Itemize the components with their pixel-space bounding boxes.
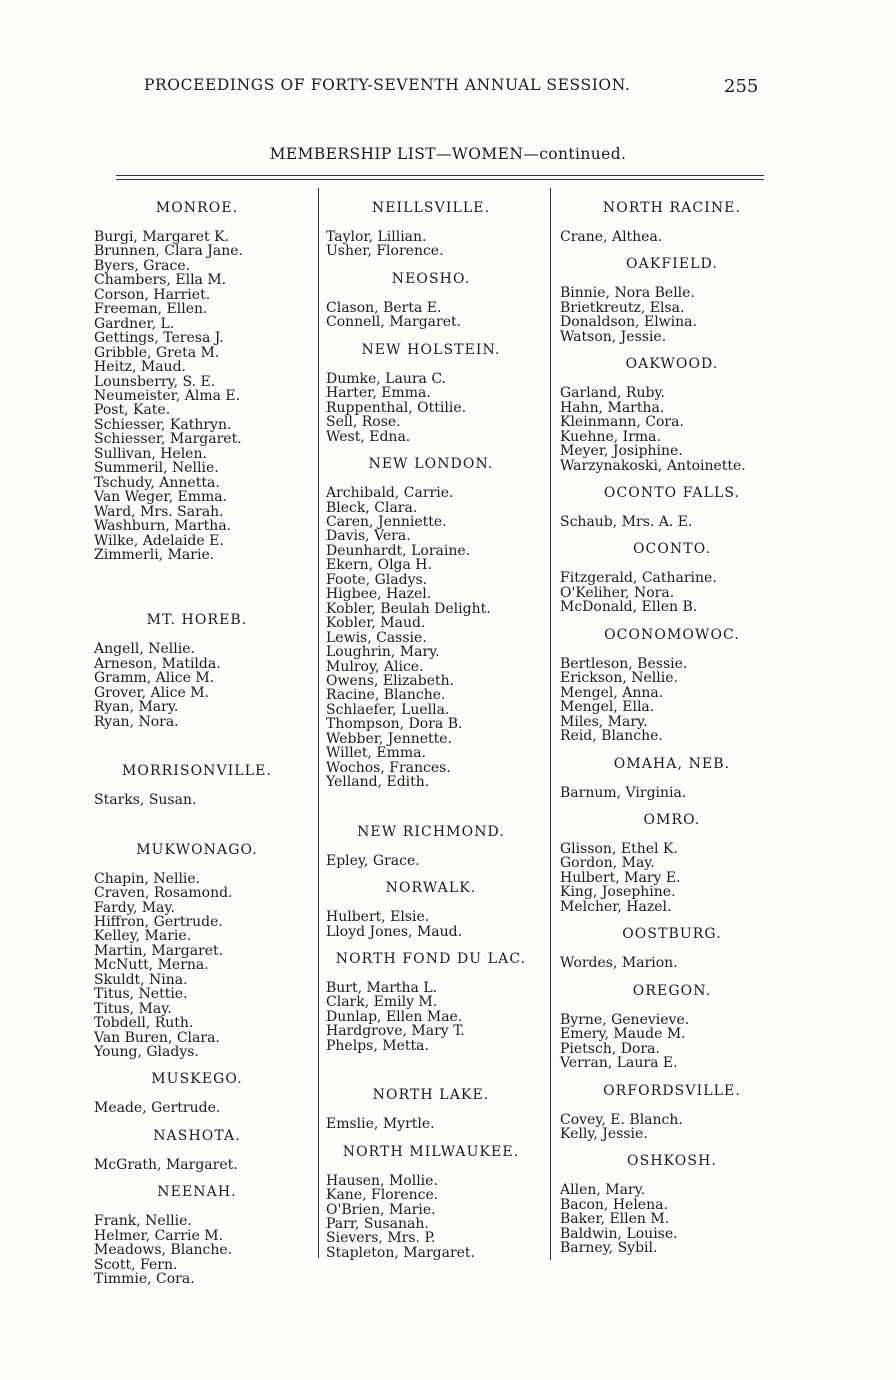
member-name: Hahn, Martha. bbox=[560, 399, 665, 416]
section-heading: NORWALK. bbox=[385, 880, 477, 897]
section-heading: MORRISONVILLE. bbox=[121, 763, 273, 780]
member-name: Lounsberry, S. E. bbox=[94, 373, 216, 390]
member-name: Lloyd Jones, Maud. bbox=[326, 923, 463, 940]
member-list bbox=[318, 1117, 544, 1131]
member-name: Willet, Emma. bbox=[326, 745, 426, 762]
member-name: Ward, Mrs. Sarah. bbox=[94, 503, 224, 520]
town-section-oakfield bbox=[552, 256, 792, 344]
member-name: Grover, Alice M. bbox=[94, 684, 209, 701]
member-name: Sievers, Mrs. P. bbox=[326, 1230, 436, 1247]
member-name: Wochos, Frances. bbox=[326, 759, 451, 776]
town-section-new-richmond bbox=[318, 824, 544, 868]
section-heading: ORFORDSVILLE. bbox=[603, 1082, 741, 1099]
section-heading: MUKWONAGO. bbox=[136, 841, 258, 858]
member-list bbox=[318, 854, 544, 868]
town-section-north-milwaukee bbox=[318, 1144, 544, 1261]
column-1 bbox=[86, 188, 308, 1287]
town-section-monroe bbox=[86, 200, 308, 562]
member-name: Meyer, Josiphine. bbox=[560, 443, 683, 460]
town-section-oshkosh bbox=[552, 1153, 792, 1255]
member-name: Chambers, Ella M. bbox=[94, 272, 227, 289]
member-name: Schlaefer, Luella. bbox=[326, 701, 450, 718]
section-heading: NASHOTA. bbox=[153, 1127, 241, 1144]
town-section-north-racine bbox=[552, 200, 792, 244]
member-name: Gribble, Greta M. bbox=[94, 344, 220, 361]
member-name: West, Edna. bbox=[326, 428, 411, 445]
member-name: Miles, Mary. bbox=[560, 713, 648, 730]
member-name: Warzynakoski, Antoinette. bbox=[560, 457, 746, 474]
member-list bbox=[552, 842, 792, 914]
member-name: Kuehne, Irma. bbox=[560, 428, 661, 445]
town-section-oconto-falls bbox=[552, 485, 792, 529]
member-name: Webber, Jennette. bbox=[326, 730, 452, 747]
town-section-neenah bbox=[86, 1184, 308, 1286]
member-name: Titus, May. bbox=[94, 1000, 172, 1017]
member-name: Hulbert, Mary E. bbox=[560, 869, 681, 886]
section-heading: NEW LONDON. bbox=[368, 456, 494, 473]
member-name: Tschudy, Annetta. bbox=[94, 474, 220, 491]
member-list bbox=[318, 230, 544, 259]
member-name: Parr, Susanah. bbox=[326, 1216, 429, 1233]
section-heading: OAKWOOD. bbox=[625, 356, 719, 373]
column-3 bbox=[552, 188, 792, 1256]
section-heading: MONROE. bbox=[155, 200, 239, 216]
member-name: Helmer, Carrie M. bbox=[94, 1227, 224, 1244]
section-heading: OCONTO. bbox=[632, 541, 712, 558]
member-name: Arneson, Matilda. bbox=[94, 655, 221, 672]
member-name: Harter, Emma. bbox=[326, 385, 431, 402]
member-name: Martin, Margaret. bbox=[94, 942, 224, 959]
member-name: Ekern, Olga H. bbox=[326, 557, 432, 574]
member-name: Starks, Susan. bbox=[94, 792, 197, 809]
member-name: Emery, Maude M. bbox=[560, 1026, 686, 1043]
town-section-omro bbox=[552, 812, 792, 914]
member-name: Meade, Gertrude. bbox=[94, 1100, 221, 1117]
member-name: Craven, Rosamond. bbox=[94, 885, 233, 902]
section-heading: OREGON. bbox=[632, 982, 712, 999]
member-name: Deunhardt, Loraine. bbox=[326, 542, 471, 559]
page-number: 255 bbox=[724, 76, 759, 97]
member-name: Summeril, Nellie. bbox=[94, 460, 219, 477]
section-heading: MT. HOREB. bbox=[146, 612, 248, 629]
list-title: MEMBERSHIP LIST—WOMEN—continued. bbox=[269, 145, 627, 163]
member-name: Loughrin, Mary. bbox=[326, 644, 440, 661]
member-name: Phelps, Metta. bbox=[326, 1037, 429, 1054]
section-heading: NEENAH. bbox=[157, 1184, 237, 1201]
member-name: Erickson, Nellie. bbox=[560, 670, 678, 687]
town-section-oconomowoc bbox=[552, 627, 792, 744]
member-name: Yelland, Edith. bbox=[326, 774, 430, 791]
section-heading: OCONTO FALLS. bbox=[603, 484, 741, 501]
member-name: Hardgrove, Mary T. bbox=[326, 1023, 465, 1040]
member-name: Schiesser, Kathryn. bbox=[94, 416, 232, 433]
member-list bbox=[552, 230, 792, 244]
member-name: O'Keliher, Nora. bbox=[560, 584, 675, 601]
member-name: Kelly, Jessie. bbox=[560, 1125, 648, 1142]
member-name: Zimmerli, Marie. bbox=[94, 546, 215, 563]
column-2 bbox=[318, 188, 544, 1260]
member-name: Van Buren, Clara. bbox=[94, 1029, 220, 1046]
town-section-oakwood bbox=[552, 356, 792, 473]
member-name: Van Weger, Emma. bbox=[94, 489, 228, 506]
member-name: Covey, E. Blanch. bbox=[560, 1111, 683, 1128]
section-heading: OMAHA, NEB. bbox=[613, 755, 731, 772]
member-name: Barnum, Virginia. bbox=[560, 784, 687, 801]
town-section-mukwonago bbox=[86, 842, 308, 1060]
member-list bbox=[552, 657, 792, 744]
section-heading: OAKFIELD. bbox=[626, 256, 718, 273]
member-name: Higbee, Hazel. bbox=[326, 586, 432, 603]
member-list bbox=[552, 786, 792, 800]
town-section-north-lake bbox=[318, 1087, 544, 1131]
member-list bbox=[552, 386, 792, 473]
section-heading: OSHKOSH. bbox=[627, 1153, 717, 1170]
member-list bbox=[552, 956, 792, 970]
section-heading: MUSKEGO. bbox=[151, 1071, 243, 1088]
member-name: Frank, Nellie. bbox=[94, 1213, 192, 1230]
member-name: King, Josephine. bbox=[560, 884, 676, 901]
member-name: Hulbert, Elsie. bbox=[326, 909, 430, 926]
member-name: Kobler, Maud. bbox=[326, 615, 426, 632]
member-name: Washburn, Martha. bbox=[94, 518, 232, 535]
town-section-neosho bbox=[318, 271, 544, 330]
member-list bbox=[318, 301, 544, 330]
town-section-north-fond-du-lac bbox=[318, 951, 544, 1053]
member-name: Post, Kate. bbox=[94, 402, 171, 419]
town-section-nashota bbox=[86, 1128, 308, 1172]
member-name: Young, Gladys. bbox=[94, 1044, 199, 1061]
town-section-neillsville bbox=[318, 200, 544, 259]
member-name: Pietsch, Dora. bbox=[560, 1040, 660, 1057]
member-name: Watson, Jessie. bbox=[560, 328, 667, 345]
member-name: Meadows, Blanche. bbox=[94, 1242, 233, 1259]
section-heading: NORTH FOND DU LAC. bbox=[335, 950, 527, 967]
member-name: Melcher, Hazel. bbox=[560, 898, 672, 915]
member-name: O'Brien, Marie. bbox=[326, 1201, 436, 1218]
member-name: Ryan, Mary. bbox=[94, 699, 179, 716]
member-name: Allen, Mary. bbox=[560, 1182, 646, 1199]
member-list bbox=[86, 642, 308, 729]
member-name: Scott, Fern. bbox=[94, 1256, 178, 1273]
member-name: Thompson, Dora B. bbox=[326, 716, 463, 733]
member-name: Owens, Elizabeth. bbox=[326, 672, 455, 689]
member-name: Skuldt, Nina. bbox=[94, 971, 188, 988]
town-section-oregon bbox=[552, 983, 792, 1071]
double-rule-bottom bbox=[116, 179, 764, 180]
member-list bbox=[552, 515, 792, 529]
town-section-omaha-neb bbox=[552, 756, 792, 800]
member-name: Chapin, Nellie. bbox=[94, 870, 201, 887]
column-divider bbox=[550, 188, 551, 1260]
member-name: Kleinmann, Cora. bbox=[560, 414, 684, 431]
town-section-oostburg bbox=[552, 926, 792, 970]
member-list bbox=[86, 230, 308, 562]
section-heading: OCONOMOWOC. bbox=[604, 626, 740, 643]
member-name: Mulroy, Alice. bbox=[326, 658, 424, 675]
member-name: Neumeister, Alma E. bbox=[94, 387, 241, 404]
member-name: Archibald, Carrie. bbox=[326, 485, 454, 502]
section-heading: NORTH RACINE. bbox=[602, 200, 742, 216]
member-name: Gramm, Alice M. bbox=[94, 670, 215, 687]
section-heading: OOSTBURG. bbox=[622, 926, 722, 943]
member-name: Foote, Gladys. bbox=[326, 571, 428, 588]
member-list bbox=[552, 1183, 792, 1255]
town-section-new-london bbox=[318, 456, 544, 790]
member-name: McGrath, Margaret. bbox=[94, 1156, 238, 1173]
member-name: Heitz, Maud. bbox=[94, 359, 186, 376]
member-list bbox=[86, 1214, 308, 1286]
member-name: Crane, Althea. bbox=[560, 229, 663, 245]
member-name: Byrne, Genevieve. bbox=[560, 1011, 690, 1028]
member-list bbox=[86, 793, 308, 807]
member-list bbox=[318, 1174, 544, 1261]
member-name: Glisson, Ethel K. bbox=[560, 840, 678, 857]
town-section-norwalk bbox=[318, 880, 544, 939]
member-name: Davis, Vera. bbox=[326, 528, 411, 545]
member-name: Caren, Jenniette. bbox=[326, 513, 447, 530]
member-name: Wilke, Adelaide E. bbox=[94, 532, 224, 549]
town-section-oconto bbox=[552, 541, 792, 614]
member-name: Wordes, Marion. bbox=[560, 955, 678, 972]
member-name: Racine, Blanche. bbox=[326, 687, 446, 704]
member-name: Gordon, May. bbox=[560, 855, 655, 872]
member-list bbox=[552, 286, 792, 344]
member-name: Verran, Laura E. bbox=[560, 1055, 678, 1072]
member-name: Bertleson, Bessie. bbox=[560, 655, 688, 672]
member-name: Clason, Berta E. bbox=[326, 299, 442, 316]
member-list bbox=[86, 1158, 308, 1172]
member-name: Bacon, Helena. bbox=[560, 1196, 668, 1213]
member-name: Donaldson, Elwina. bbox=[560, 314, 697, 331]
member-list bbox=[318, 981, 544, 1053]
section-heading: NEW HOLSTEIN. bbox=[361, 341, 501, 358]
member-name: Epley, Grace. bbox=[326, 852, 420, 869]
member-name: Baker, Ellen M. bbox=[560, 1211, 670, 1228]
member-name: Kelley, Marie. bbox=[94, 928, 192, 945]
member-name: Fardy, May. bbox=[94, 899, 175, 916]
member-name: McNutt, Merna. bbox=[94, 957, 209, 974]
member-name: Kane, Florence. bbox=[326, 1187, 439, 1204]
member-name: Gardner, L. bbox=[94, 315, 175, 332]
member-name: Taylor, Lillian. bbox=[326, 229, 427, 245]
member-name: Baldwin, Louise. bbox=[560, 1225, 678, 1242]
member-name: Usher, Florence. bbox=[326, 243, 444, 260]
member-list bbox=[318, 910, 544, 939]
member-name: Emslie, Myrtle. bbox=[326, 1116, 435, 1133]
town-section-orfordsville bbox=[552, 1083, 792, 1142]
member-list bbox=[552, 1113, 792, 1142]
member-list bbox=[318, 486, 544, 790]
member-list bbox=[552, 571, 792, 614]
member-name: Schiesser, Margaret. bbox=[94, 431, 242, 448]
member-name: Titus, Nettie. bbox=[94, 986, 188, 1003]
section-heading: NORTH LAKE. bbox=[372, 1087, 490, 1104]
member-name: Connell, Margaret. bbox=[326, 314, 462, 331]
member-name: Sullivan, Helen. bbox=[94, 445, 207, 462]
member-name: Burt, Martha L. bbox=[326, 979, 438, 996]
section-heading: NEW RICHMOND. bbox=[357, 823, 505, 840]
member-name: Brunnen, Clara Jane. bbox=[94, 243, 243, 260]
member-name: Brietkreutz, Elsa. bbox=[560, 299, 685, 316]
member-name: Fitzgerald, Catharine. bbox=[560, 570, 717, 587]
member-name: Clark, Emily M. bbox=[326, 994, 438, 1011]
member-name: Corson, Harriet. bbox=[94, 286, 211, 303]
member-name: Bleck, Clara. bbox=[326, 499, 418, 516]
member-name: Garland, Ruby. bbox=[560, 385, 665, 402]
member-name: Mengel, Anna. bbox=[560, 684, 664, 701]
member-list bbox=[552, 1013, 792, 1071]
member-name: Dumke, Laura C. bbox=[326, 370, 446, 387]
member-name: Hiffron, Gertrude. bbox=[94, 913, 223, 930]
member-name: Gettings, Teresa J. bbox=[94, 330, 224, 347]
section-heading: NEOSHO. bbox=[391, 270, 471, 287]
member-list bbox=[86, 1101, 308, 1115]
member-name: Burgi, Margaret K. bbox=[94, 229, 229, 245]
town-section-new-holstein bbox=[318, 342, 544, 444]
running-head: PROCEEDINGS OF FORTY-SEVENTH ANNUAL SESSION. bbox=[144, 76, 631, 94]
section-heading: OMRO. bbox=[643, 811, 701, 828]
member-list bbox=[86, 872, 308, 1060]
member-name: Tobdell, Ruth. bbox=[94, 1015, 194, 1032]
member-name: Ryan, Nora. bbox=[94, 713, 179, 730]
member-name: Freeman, Ellen. bbox=[94, 301, 208, 318]
member-name: Lewis, Cassie. bbox=[326, 629, 427, 646]
member-name: Dunlap, Ellen Mae. bbox=[326, 1008, 463, 1025]
member-name: Sell, Rose. bbox=[326, 414, 401, 431]
member-name: McDonald, Ellen B. bbox=[560, 599, 698, 616]
section-heading: NORTH MILWAUKEE. bbox=[342, 1143, 520, 1160]
section-heading: NEILLSVILLE. bbox=[371, 200, 491, 216]
member-name: Binnie, Nora Belle. bbox=[560, 285, 695, 302]
town-section-mt-horeb bbox=[86, 612, 308, 729]
member-name: Hausen, Mollie. bbox=[326, 1172, 438, 1189]
member-name: Ruppenthal, Ottilie. bbox=[326, 399, 467, 416]
member-name: Timmie, Cora. bbox=[94, 1271, 195, 1288]
member-name: Mengel, Ella. bbox=[560, 699, 655, 716]
member-list bbox=[318, 372, 544, 444]
member-name: Stapleton, Margaret. bbox=[326, 1244, 475, 1261]
member-name: Byers, Grace. bbox=[94, 257, 191, 274]
town-section-muskego bbox=[86, 1071, 308, 1115]
member-name: Schaub, Mrs. A. E. bbox=[560, 513, 693, 530]
member-name: Kobler, Beulah Delight. bbox=[326, 600, 491, 617]
member-name: Reid, Blanche. bbox=[560, 728, 663, 745]
member-name: Barney, Sybil. bbox=[560, 1240, 658, 1257]
town-section-morrisonville bbox=[86, 763, 308, 807]
member-name: Angell, Nellie. bbox=[94, 641, 195, 658]
double-rule-top bbox=[116, 175, 764, 176]
